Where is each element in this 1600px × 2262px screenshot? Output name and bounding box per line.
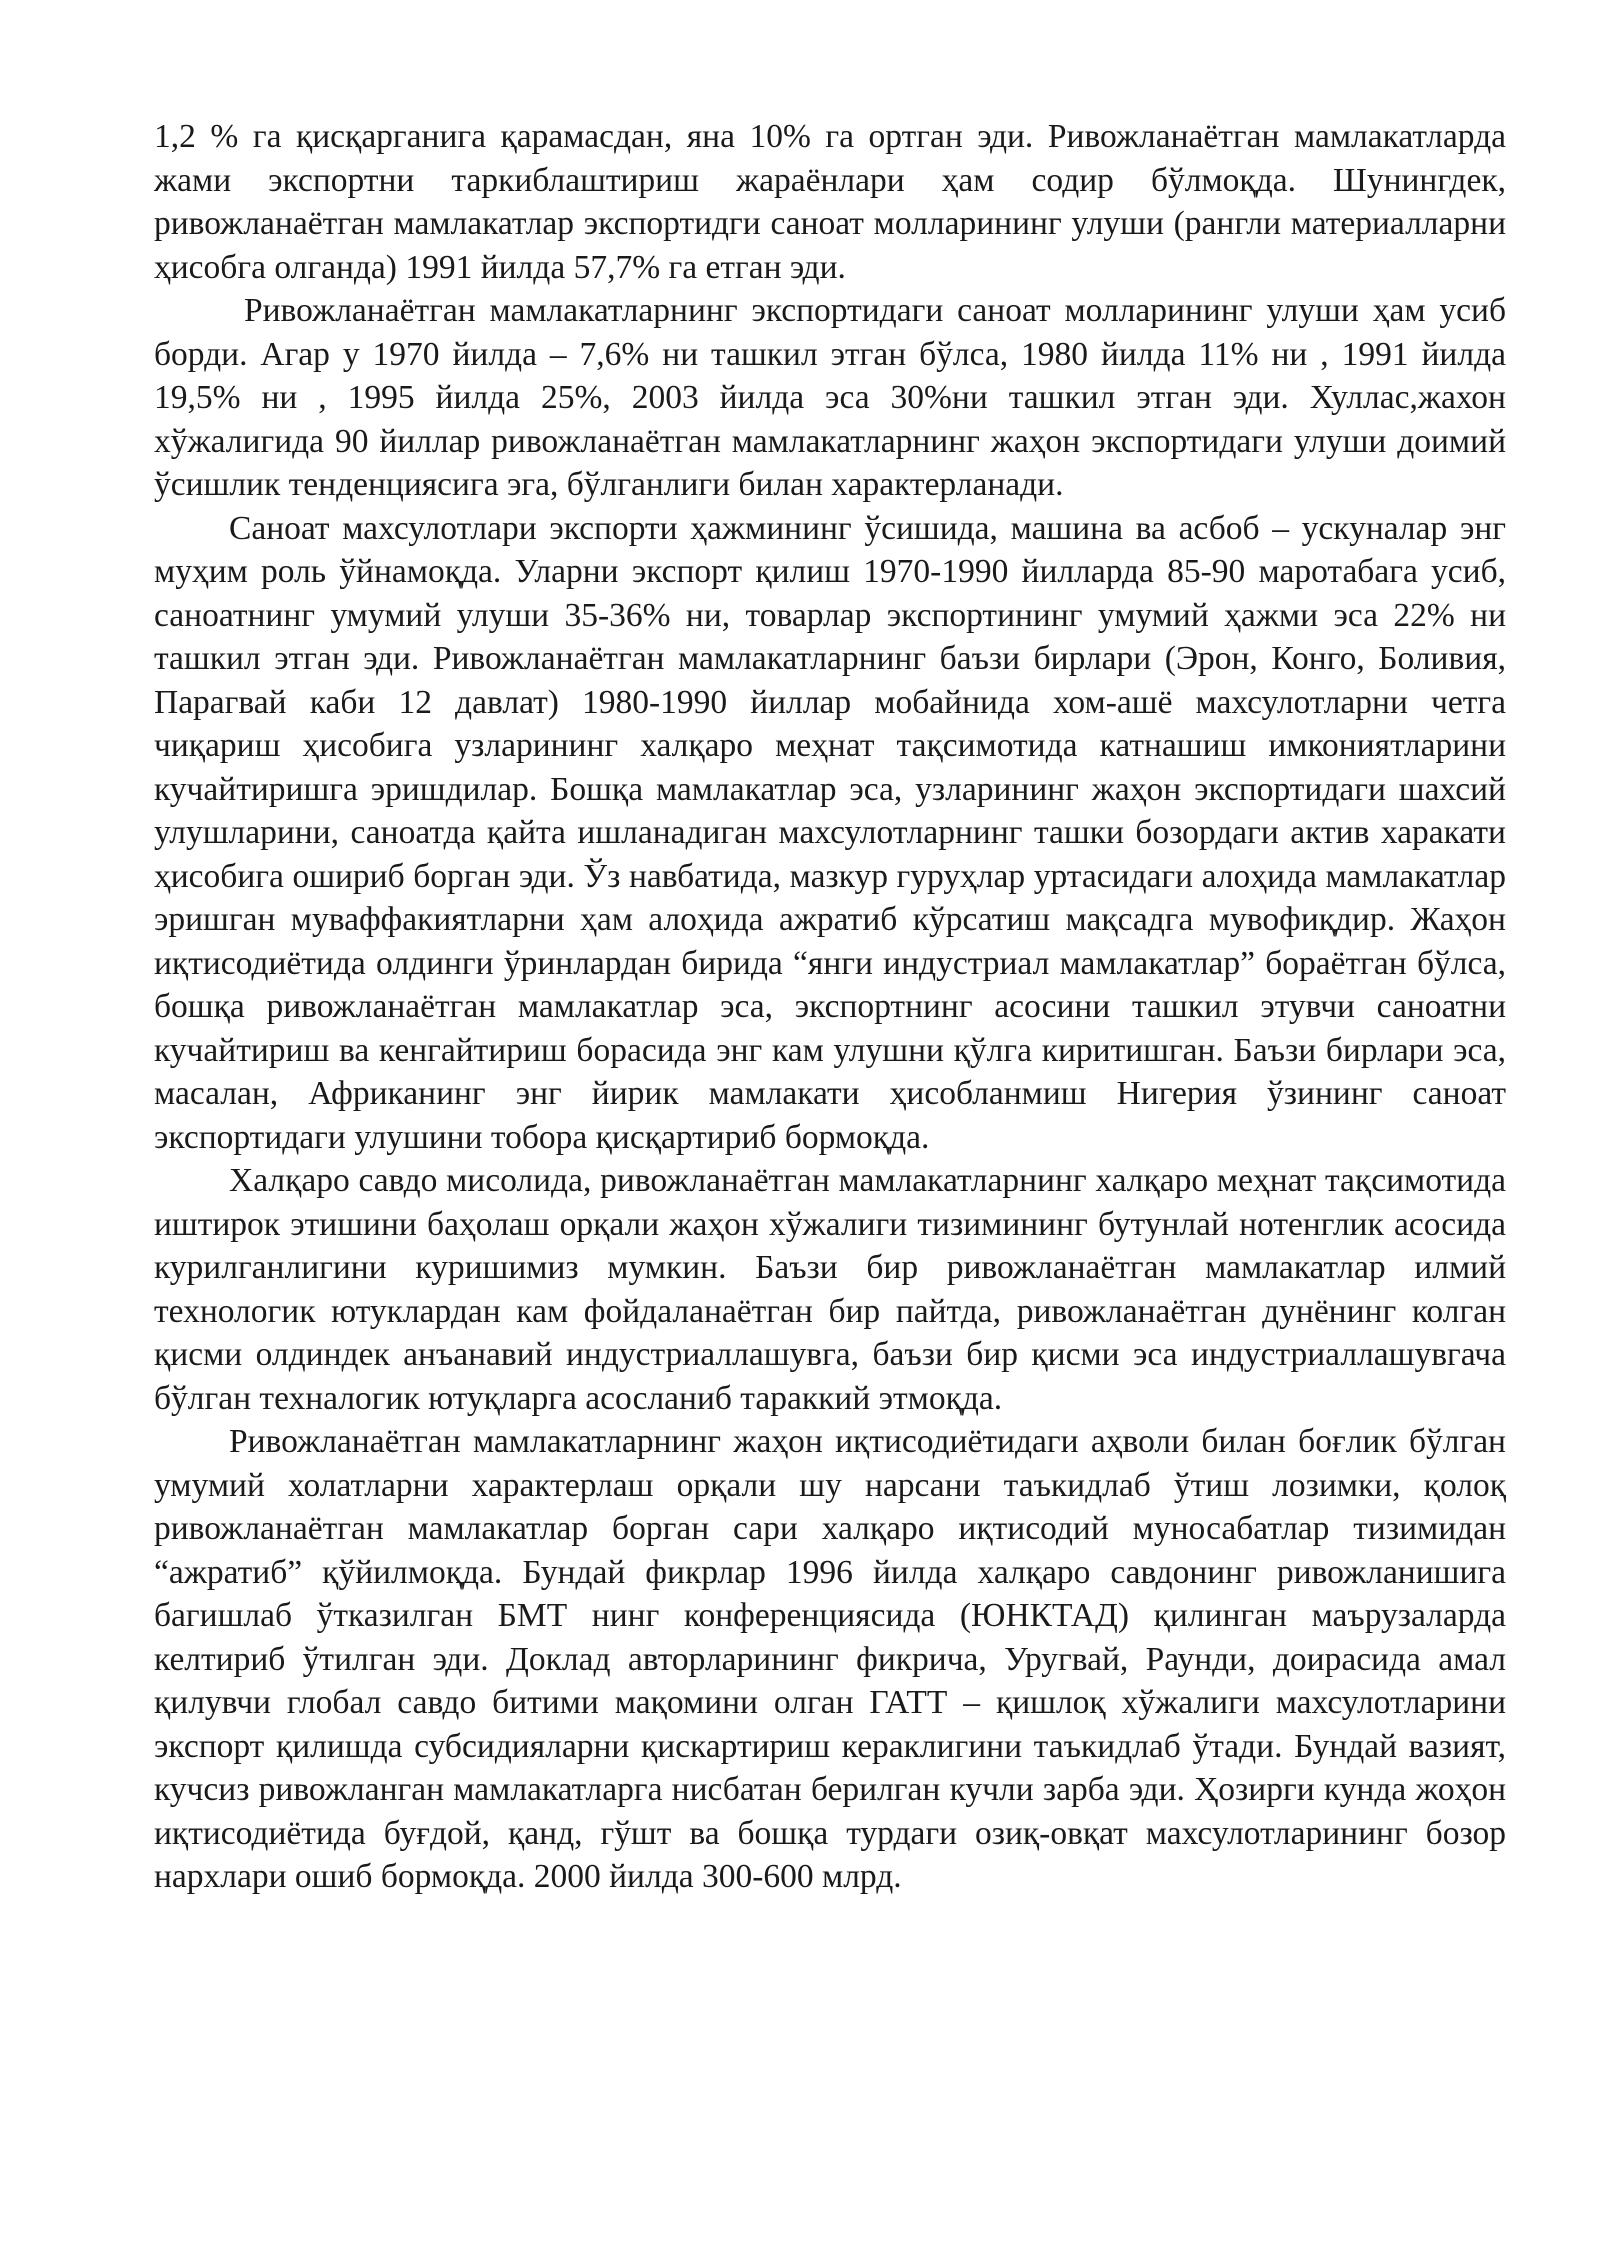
paragraph-3: Саноат махсулотлари экспорти ҳажмининг ўсишида, машина ва асбоб – ускуналар энг муҳим роль ўйнамоқда. Уларни экспорт қилиш 1970-1990 йилларда 85-90 маротабага усиб, саноатнинг умумий улуши 35-36% ни, товарлар экспортининг умумий ҳажми эса 22% ни ташкил этган эди. Ривожланаётган мамлакатларнинг баъзи бирлари (Эрон, Конго, Боливия, Парагвай каби 12 давлат) 1980-1990 йиллар мобайнида хом-ашё махсулотларни четга чиқариш ҳисобига узларининг халқаро меҳнат тақсимотида катнашиш имкониятларини кучайтиришга эришдилар. Бошқа мамлакатлар эса, узларининг жаҳон экспортидаги шахсий улушларини, саноатда қайта ишланадиган махсулотларнинг ташки бозордаги актив харакати ҳисобига ошириб борган эди. Ўз навбатида, мазкур гуруҳлар уртасидаги алоҳида мамлакатлар эришган муваффакиятларни ҳам алоҳида ажратиб кўрсатиш мақсадга мувофиқдир. Жаҳон иқтисодиётида олдинги ўринлардан бирида “янги индустриал мамлакатлар” бораётган бўлса, бошқа ривожланаётган мамлакатлар эса, экспортнинг асосини ташкил этувчи саноатни кучайтириш ва кенгайтириш борасида энг кам улушни қўлга киритишган. Баъзи бирлари эса, масалан, Африканинг энг йирик мамлакати ҳисобланмиш Нигерия ўзининг саноат экспортидаги улушини тобора қисқартириб бормоқда. [154,509,1506,1156]
document-page [154,115,1506,1899]
paragraph-5: Ривожланаётган мамлакатларнинг жаҳон иқтисодиётидаги аҳволи билан боғлик бўлган умумий холатларни характерлаш орқали шу нарсани таъкидлаб ўтиш лозимки, қолоқ ривожланаётган мамлакатлар борган сари халқаро иқтисодий муносабатлар тизимидан “ажратиб” қўйилмоқда. Бундай фикрлар 1996 йилда халқаро савдонинг ривожланишига багишлаб ўтказилган БМТ нинг конференциясида (ЮНКТАД) қилинган маърузаларда келтириб ўтилган эди. Доклад авторларининг фикрича, Уругвай, Раунди, доирасида амал қилувчи глобал савдо битими мақомини олган ГАТТ – қишлоқ хўжалиги махсулотларини экспорт қилишда субсидияларни қискартириш кераклигини таъкидлаб ўтади. Бундай вазият, кучсиз ривожланган мамлакатларга нисбатан берилган кучли зарба эди. Ҳозирги кунда жоҳон иқтисодиётида буғдой, қанд, гўшт ва бошқа турдаги озиқ-овқат махсулотларининг бозор нархлари ошиб бормоқда. 2000 йилда 300-600 млрд. [154,1423,1506,1895]
paragraph-4: Халқаро савдо мисолида, ривожланаётган мамлакатларнинг халқаро меҳнат тақсимотида иштирок этишини баҳолаш орқали жаҳон хўжалиги тизимининг бутунлай нотенглик асосида курилганлигини куришимиз мумкин. Баъзи бир ривожланаётган мамлакатлар илмий технологик ютуклардан кам фойдаланаётган бир пайтда, ривожланаётган дунёнинг колган қисми олдиндек анъанавий индустриаллашувга, баъзи бир қисми эса индустриаллашувгача бўлган техналогик ютуқларга асосланиб тараккий этмоқда. [154,1162,1506,1417]
paragraph-2: Ривожланаётган мамлакатларнинг экспортидаги саноат молларининг улуши ҳам усиб борди. Агар у 1970 йилда – 7,6% ни ташкил этган бўлса, 1980 йилда 11% ни , 1991 йилда 19,5% ни , 1995 йилда 25%, 2003 йилда эса 30%ни ташкил этган эди. Хуллас,жахон хўжалигида 90 йиллар ривожланаётган мамлакатларнинг жаҳон экспортидаги улуши доимий ўсишлик тенденциясига эга, бўлганлиги билан характерланади. [154,292,1506,503]
paragraph-1: 1,2 % га қисқарганига қарамасдан, яна 10% га ортган эди. Ривожланаётган мамлакатларда жами экспортни таркиблаштириш жараёнлари ҳам содир бўлмоқда. Шунингдек, ривожланаётган мамлакатлар экспортидги саноат молларининг улуши (рангли материалларни ҳисобга олганда) 1991 йилда 57,7% га етган эди. [154,118,1506,286]
